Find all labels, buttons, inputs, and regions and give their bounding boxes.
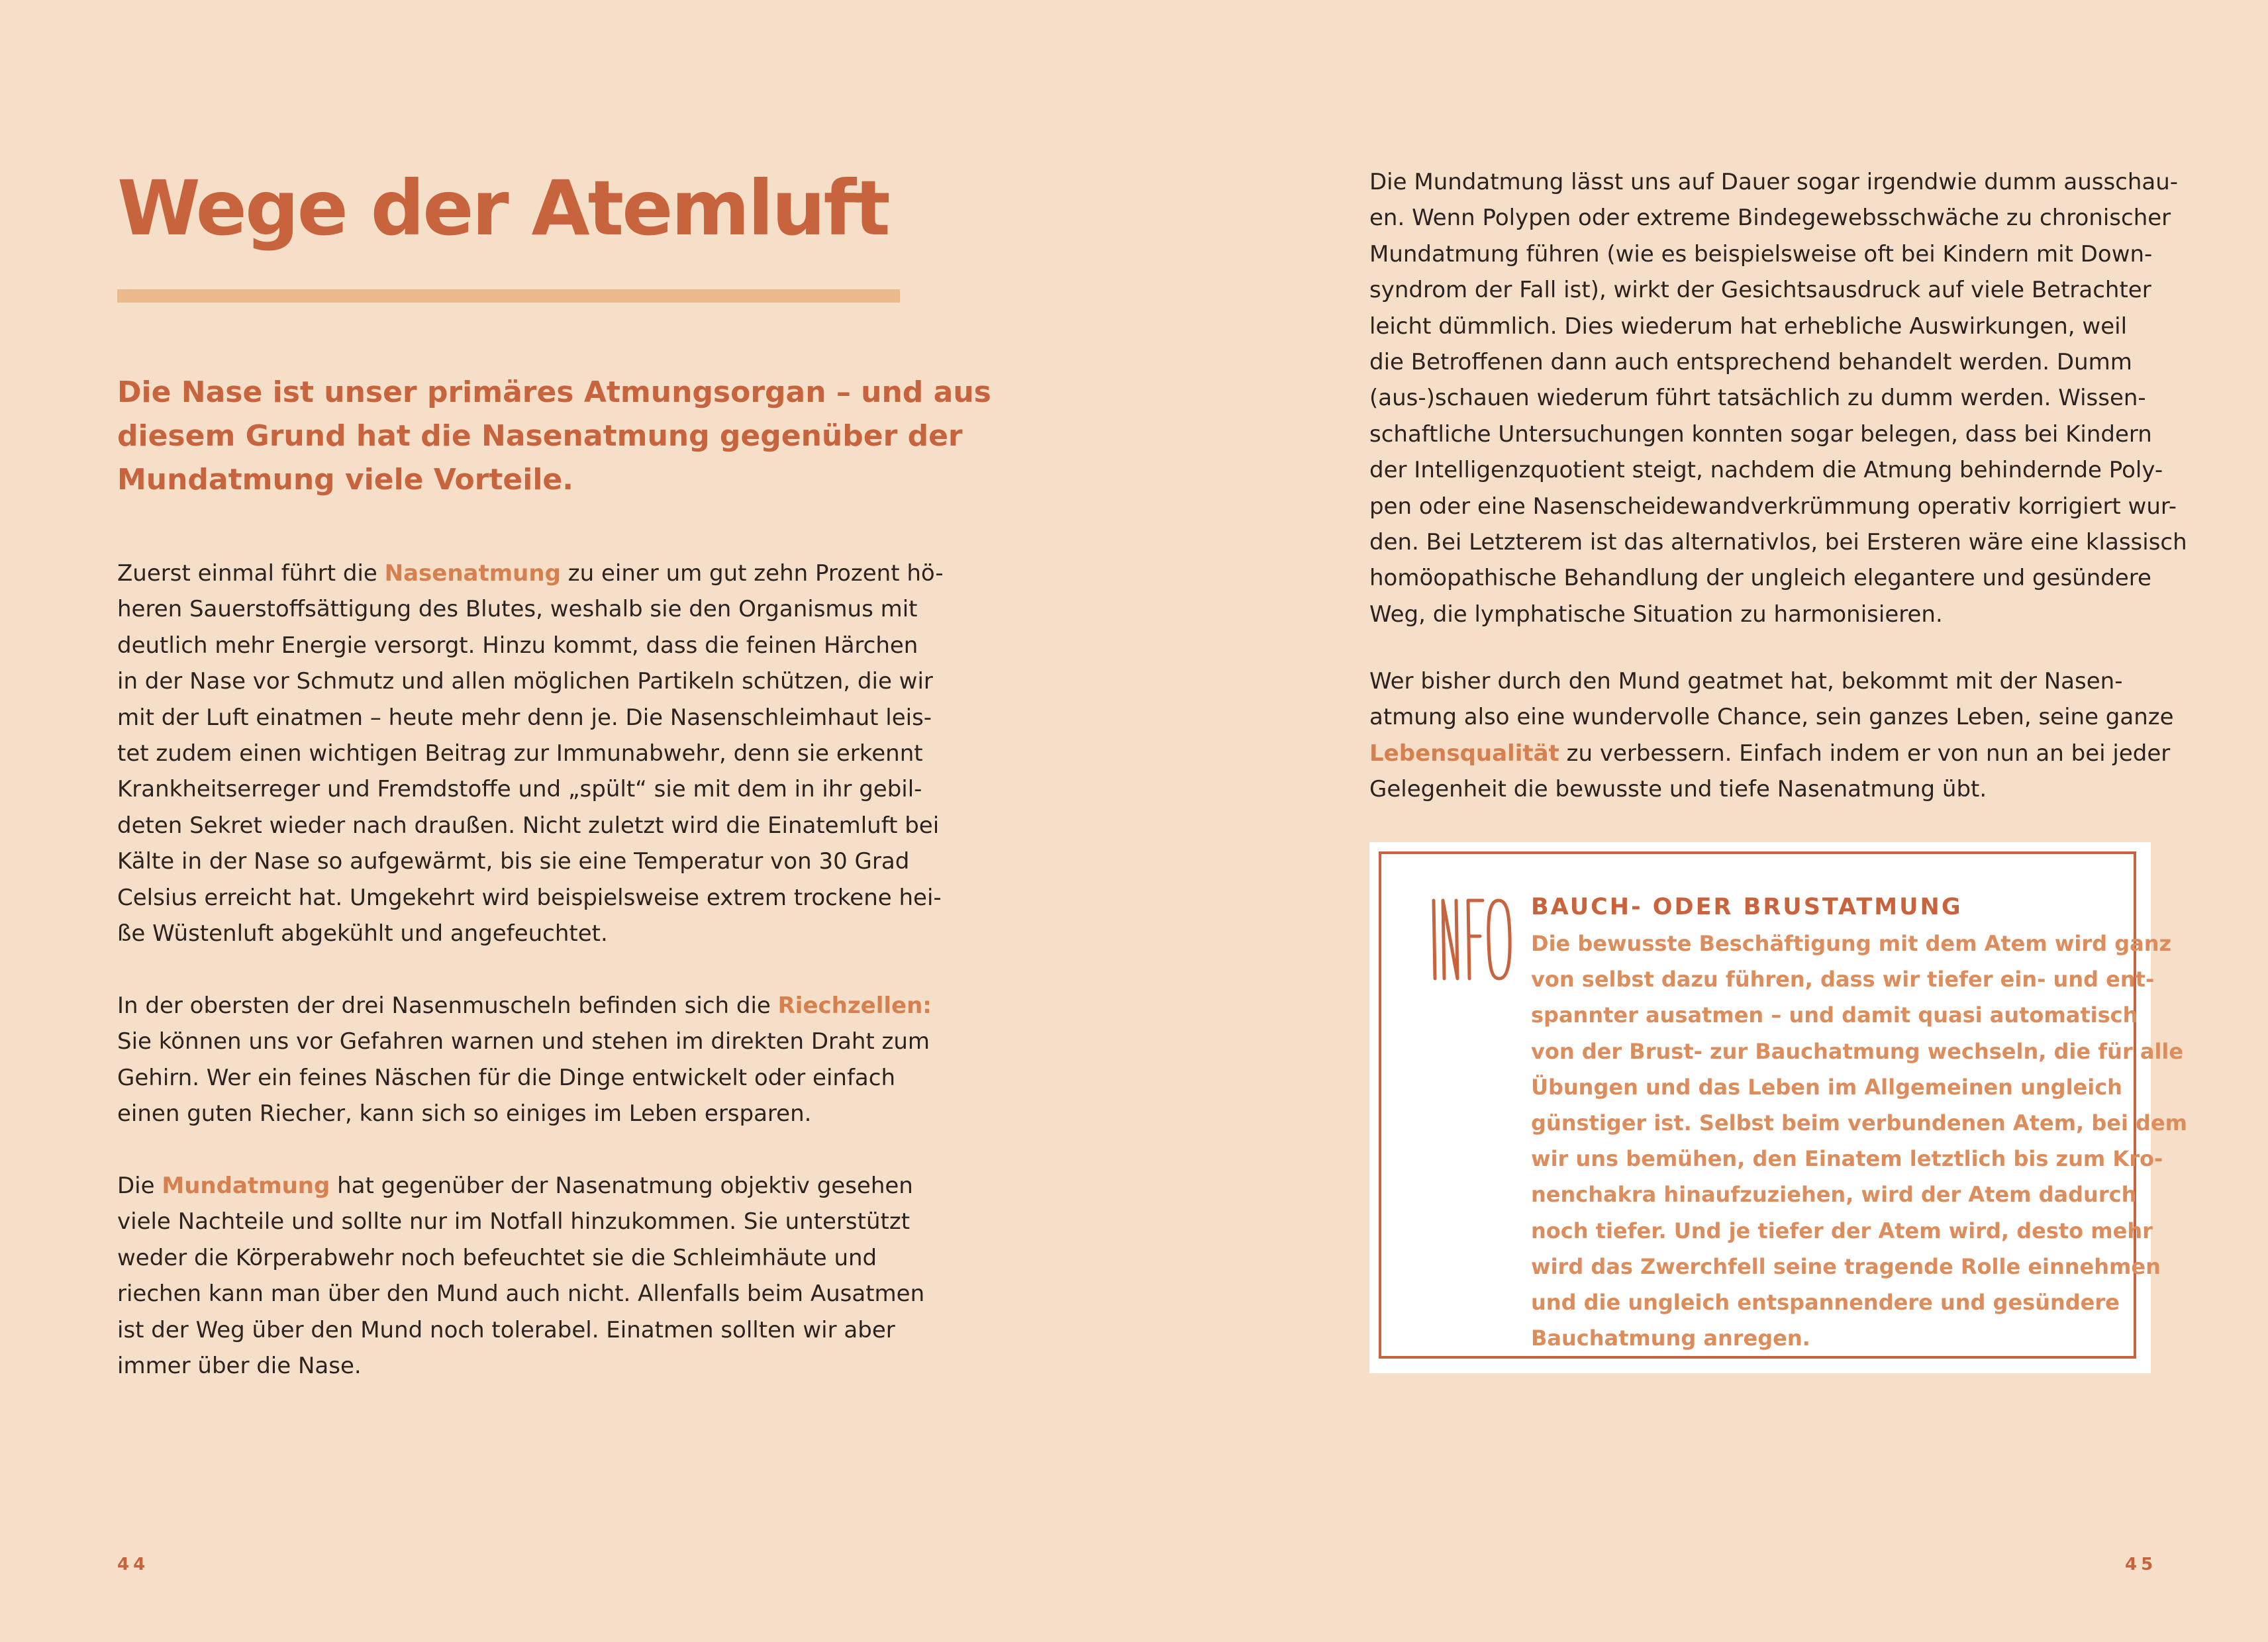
text-line: en. Wenn Polypen oder extreme Bindegewebsschwäche zu chronischer: [1369, 205, 2171, 232]
info-line: Die bewusste Beschäftigung mit dem Atem wird ganz: [1531, 931, 2172, 956]
page-number-right: 45: [2125, 1555, 2157, 1574]
text-run: In der obersten der drei Nasenmuscheln befinden sich die: [117, 992, 778, 1019]
info-icon: [1428, 896, 1514, 983]
info-line: noch tiefer. Und je tiefer der Atem wird, desto mehr: [1531, 1218, 2153, 1243]
text-line: tet zudem einen wichtigen Beitrag zur Immunabwehr, denn sie erkennt: [117, 740, 923, 767]
info-line: und die ungleich entspannendere und gesündere: [1531, 1290, 2120, 1316]
text-line: pen oder eine Nasenscheidewandverkrümmung operativ korrigiert wur-: [1369, 493, 2177, 520]
text-line: Mundatmung führen (wie es beispielsweise oft bei Kindern mit Down-: [1369, 240, 2153, 267]
text-line: atmung also eine wundervolle Chance, sein ganzes Leben, seine ganze: [1369, 704, 2174, 731]
text-line: Gehirn. Wer ein feines Näschen für die Dinge entwickelt oder einfach: [117, 1064, 895, 1091]
text-line: einen guten Riecher, kann sich so einiges im Leben ersparen.: [117, 1100, 812, 1128]
text-run: Zuerst einmal führt die: [117, 560, 385, 587]
text-line: Weg, die lymphatische Situation zu harmonisieren.: [1369, 601, 1943, 628]
info-box: [1369, 842, 2187, 1373]
text-line: Wer bisher durch den Mund geatmet hat, bekommt mit der Nasen-: [1369, 668, 2123, 695]
text-line: viele Nachteile und sollte nur im Notfall hinzukommen. Sie unterstützt: [117, 1208, 911, 1235]
text-line: in der Nase vor Schmutz und allen möglichen Partikeln schützen, die wir: [117, 668, 933, 695]
text-line: der Intelligenzquotient steigt, nachdem die Atmung behindernde Poly-: [1369, 457, 2163, 484]
paragraph-nasenatmung: [117, 555, 944, 951]
text-line: schaftliche Untersuchungen konnten sogar belegen, dass bei Kindern: [1369, 420, 2152, 448]
text-run: zu einer um gut zehn Prozent hö-: [560, 560, 944, 587]
text-line: mit der Luft einatmen – heute mehr denn je. Die Nasenschleimhaut leis-: [117, 704, 932, 731]
keyword-nasenatmung: Nasenatmung: [384, 560, 561, 587]
text-line: ist der Weg über den Mund noch tolerabel. Einatmen sollten wir aber: [117, 1316, 895, 1343]
text-line: deutlich mehr Energie versorgt. Hinzu kommt, dass die feinen Härchen: [117, 632, 918, 659]
text-line: Kälte in der Nase so aufgewärmt, bis sie eine Temperatur von 30 Grad: [117, 848, 910, 875]
text-line: deten Sekret wieder nach draußen. Nicht zuletzt wird die Einatemluft bei: [117, 812, 940, 839]
info-box-frame: [1379, 851, 2187, 1359]
info-line: Bauchatmung anregen.: [1531, 1326, 1810, 1351]
info-line: Übungen und das Leben im Allgemeinen ungleich: [1531, 1074, 2122, 1100]
paragraph-lebensqualitaet: [1369, 663, 2184, 808]
keyword-riechzellen: Riechzellen:: [777, 992, 932, 1019]
info-line: günstiger ist. Selbst beim verbundenen Atem, bei dem: [1531, 1110, 2187, 1136]
paragraph-riechzellen: [117, 988, 932, 1132]
text-line: heren Sauerstoffsättigung des Blutes, weshalb sie den Organismus mit: [117, 596, 918, 623]
lead-line: Die Nase ist unser primäres Atmungsorgan – und aus: [117, 375, 991, 409]
text-line: leicht dümmlich. Dies wiederum hat erhebliche Auswirkungen, weil: [1369, 313, 2128, 340]
text-line: ße Wüstenluft abgekühlt und angefeuchtet.: [117, 920, 608, 947]
text-line: Die Mundatmung lässt uns auf Dauer sogar irgendwie dumm ausschau-: [1369, 169, 2179, 195]
title-underline: [117, 289, 900, 303]
info-line: spannter ausatmen – und damit quasi automatisch: [1531, 1002, 2138, 1028]
text-line: (aus-)schauen wiederum führt tatsächlich zu dumm werden. Wissen-: [1369, 385, 2146, 412]
info-line: wir uns bemühen, den Einatem letztlich bis zum Kro-: [1531, 1146, 2163, 1172]
info-line: von selbst dazu führen, dass wir tiefer ein- und ent-: [1531, 967, 2155, 992]
info-text: [1531, 926, 2187, 1356]
text-run: hat gegenüber der Nasenatmung objektiv gesehen: [330, 1173, 913, 1199]
text-line: homöopathische Behandlung der ungleich elegantere und gesündere: [1369, 565, 2151, 592]
info-line: wird das Zwerchfell seine tragende Rolle einnehmen: [1531, 1253, 2161, 1279]
info-heading: BAUCH- ODER BRUSTATMUNG: [1531, 894, 1963, 920]
text-line: syndrom der Fall ist), wirkt der Gesichtsausdruck auf viele Betrachter: [1369, 277, 2151, 304]
text-line: Krankheitserreger und Fremdstoffe und „spült“ sie mit dem in ihr gebil-: [117, 776, 922, 803]
text-line: riechen kann man über den Mund auch nicht. Allenfalls beim Ausatmen: [117, 1280, 925, 1308]
text-run: Die: [117, 1173, 162, 1199]
page-title: Wege der Atemluft: [117, 164, 889, 252]
right-page: [1134, 0, 2268, 1642]
lead-line: diesem Grund hat die Nasenatmung gegenüber der: [117, 419, 963, 453]
text-run: zu verbessern. Einfach indem er von nun an bei jeder: [1559, 740, 2171, 767]
text-line: weder die Körperabwehr noch befeuchtet sie die Schleimhäute und: [117, 1244, 877, 1271]
text-line: Sie können uns vor Gefahren warnen und stehen im direkten Draht zum: [117, 1028, 930, 1055]
text-line: den. Bei Letzterem ist das alternativlos, bei Ersteren wäre eine klassisch: [1369, 529, 2187, 556]
paragraph-mundatmung: [117, 1168, 932, 1384]
page-number-left: 44: [117, 1555, 150, 1574]
keyword-lebensqualitaet: Lebensqualität: [1369, 740, 1559, 767]
text-line: Celsius erreicht hat. Umgekehrt wird beispielsweise extrem trockene hei-: [117, 884, 942, 911]
keyword-mundatmung: Mundatmung: [162, 1173, 330, 1199]
text-line: die Betroffenen dann auch entsprechend behandelt werden. Dumm: [1369, 349, 2132, 376]
text-line: immer über die Nase.: [117, 1353, 362, 1380]
paragraph-mundatmung-folgen: [1369, 164, 2187, 632]
lead-line: Mundatmung viele Vorteile.: [117, 463, 573, 497]
text-line: Gelegenheit die bewusste und tiefe Nasenatmung übt.: [1369, 776, 1987, 803]
info-line: von der Brust- zur Bauchatmung wechseln, die für alle: [1531, 1038, 2184, 1064]
lead-paragraph: [117, 371, 991, 502]
info-line: nenchakra hinaufzuziehen, wird der Atem dadurch: [1531, 1182, 2137, 1208]
